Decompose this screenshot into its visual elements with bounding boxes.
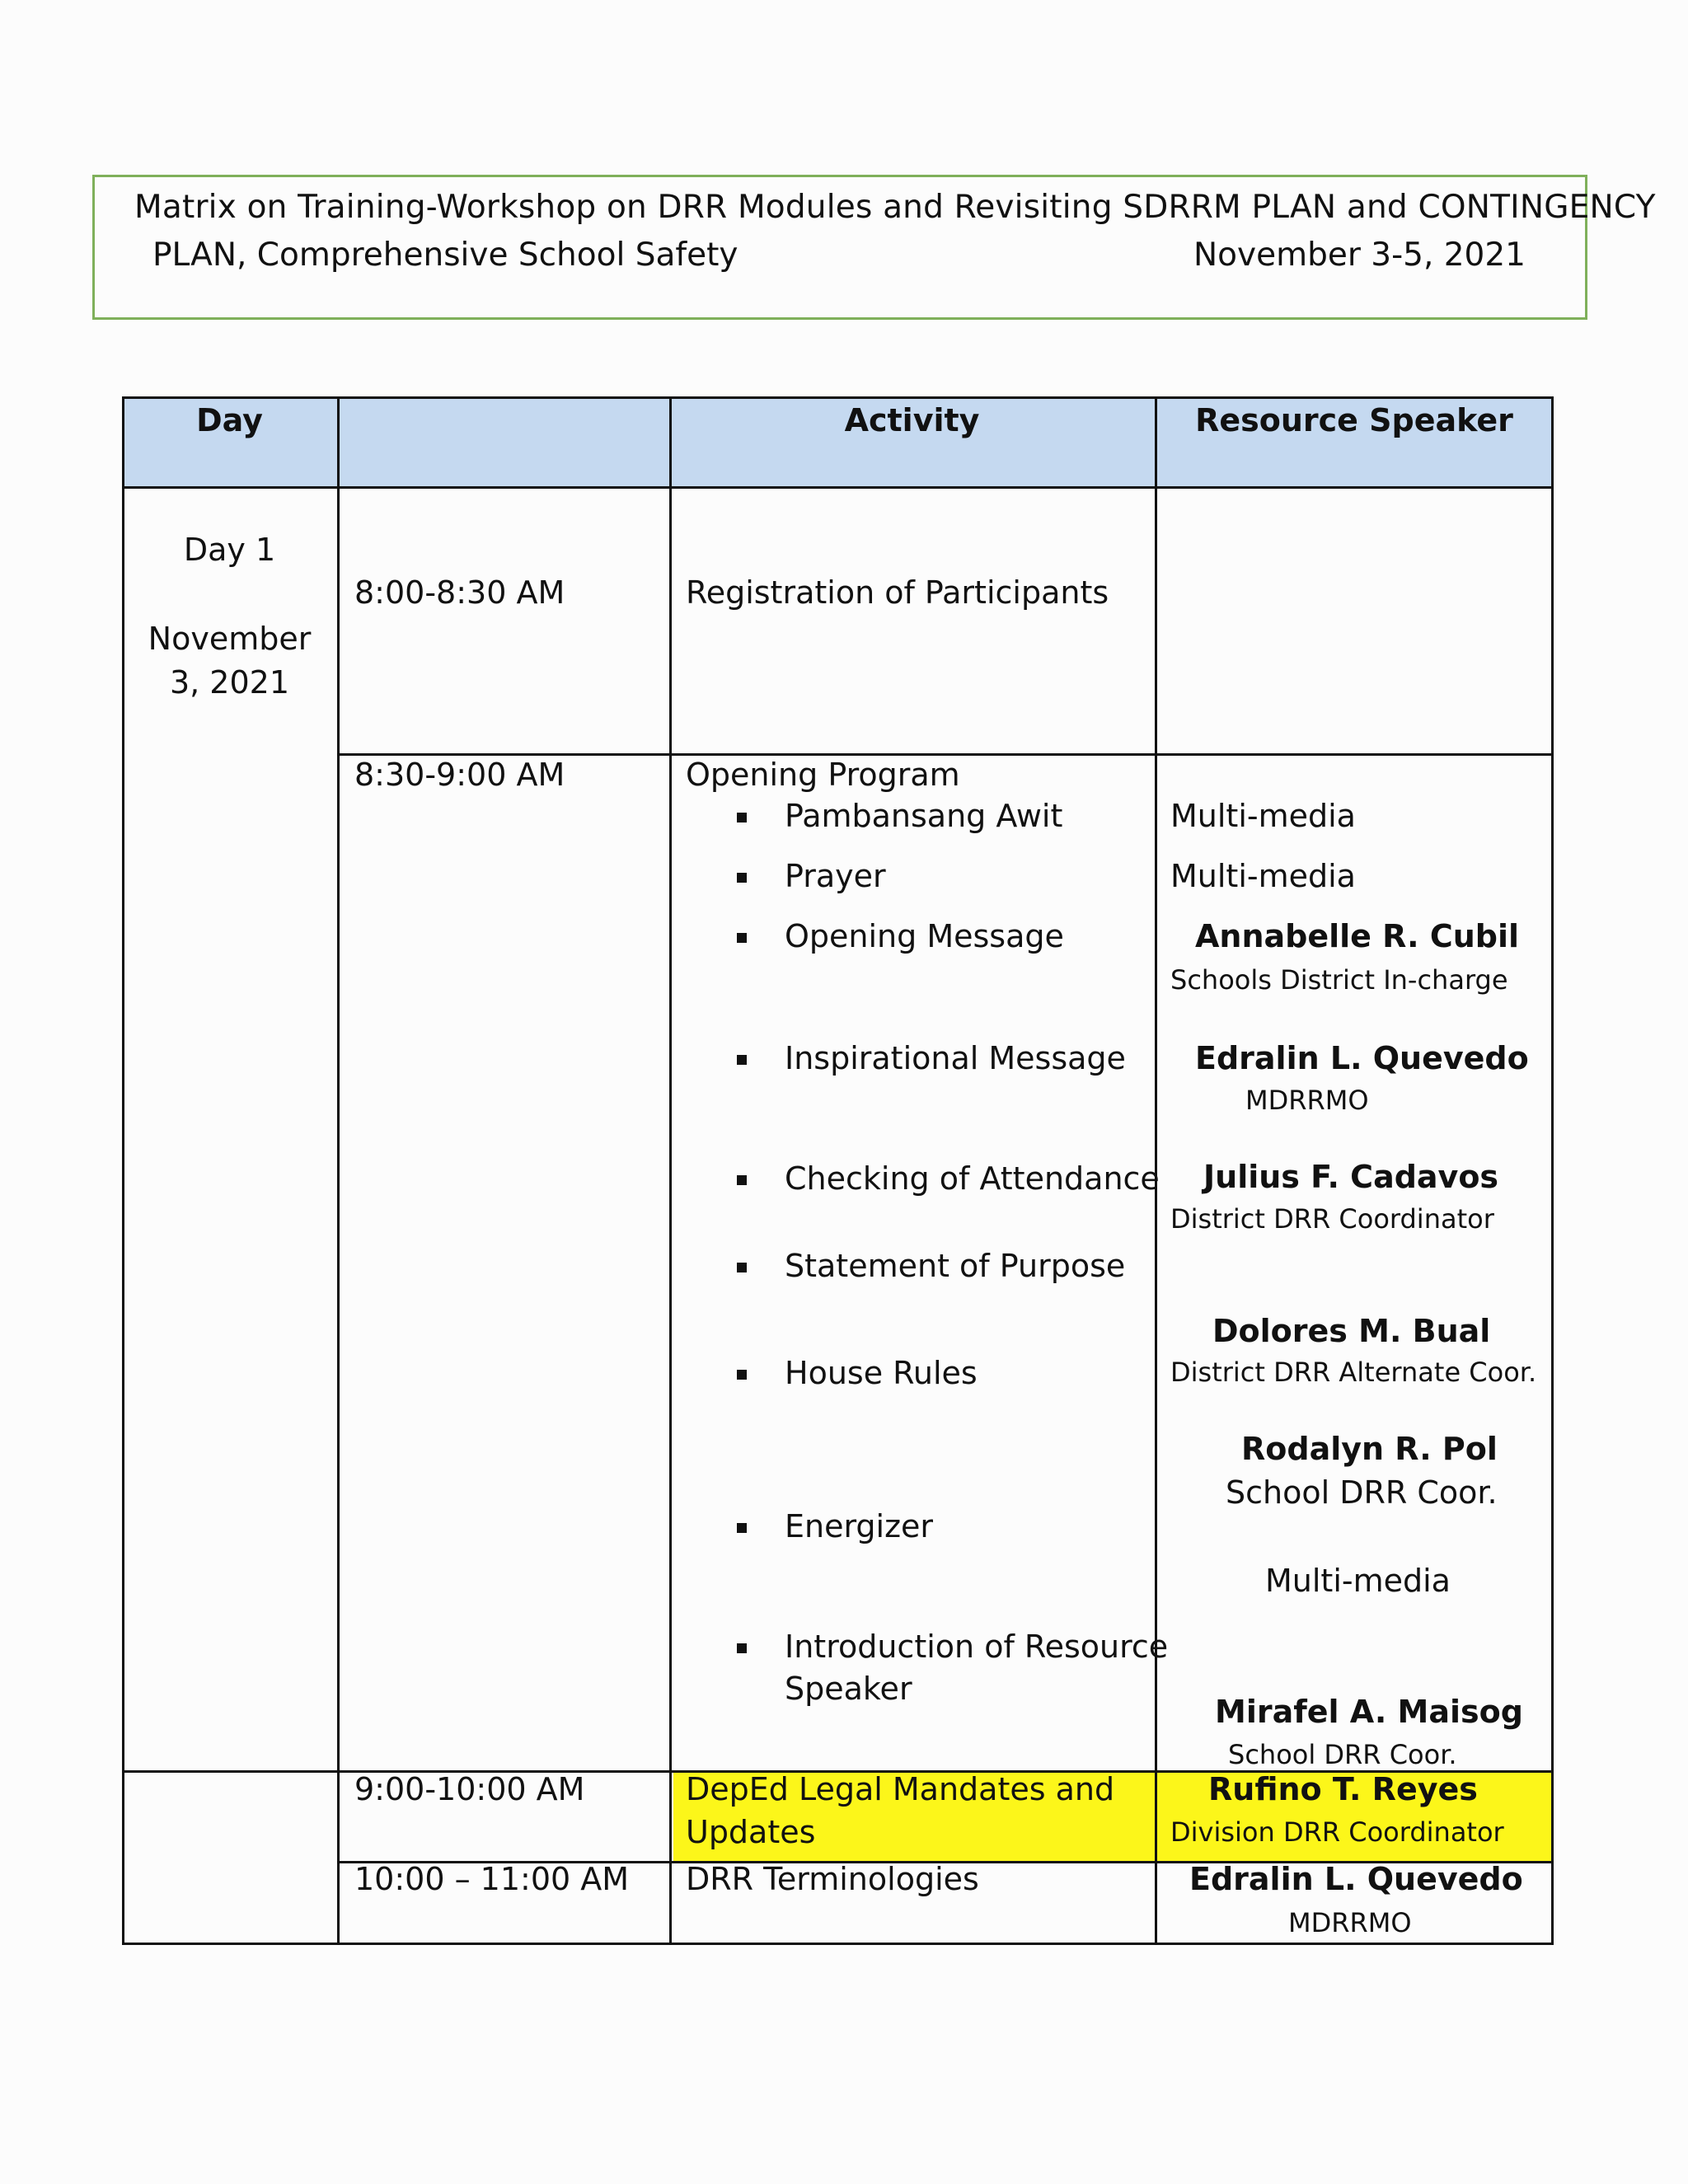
program-item: Speaker <box>785 1671 912 1707</box>
day-label: Day 1 <box>183 532 276 568</box>
header-day: Day <box>196 402 263 438</box>
speaker-name: Dolores M. Bual <box>1212 1313 1491 1349</box>
bullet-icon <box>737 1643 747 1653</box>
activity: Updates <box>686 1814 816 1850</box>
day-date-line-1: November <box>148 621 312 657</box>
program-item: Pambansang Awit <box>785 798 1063 834</box>
bullet-icon <box>737 1263 747 1272</box>
schedule-table <box>122 396 1554 1946</box>
speaker-role: MDRRMO <box>1288 1907 1412 1938</box>
speaker-role: Division DRR Coordinator <box>1170 1816 1504 1848</box>
activity: Opening Program <box>686 757 960 793</box>
speaker-name: Rodalyn R. Pol <box>1241 1431 1498 1467</box>
speaker: Multi-media <box>1265 1563 1451 1599</box>
program-item: House Rules <box>785 1355 978 1391</box>
speaker-role: District DRR Coordinator <box>1170 1203 1494 1235</box>
speaker-role: School DRR Coor. <box>1228 1739 1457 1770</box>
speaker: Multi-media <box>1170 798 1356 834</box>
speaker: Multi-media <box>1170 858 1356 894</box>
time-slot: 8:00-8:30 AM <box>354 574 565 611</box>
program-item: Opening Message <box>785 918 1064 954</box>
day-date-line-2: 3, 2021 <box>169 664 290 701</box>
program-item: Prayer <box>785 858 886 894</box>
time-slot: 8:30-9:00 AM <box>354 757 565 793</box>
header-activity: Activity <box>844 402 980 438</box>
bullet-icon <box>737 1055 747 1065</box>
speaker-role: School DRR Coor. <box>1226 1474 1498 1511</box>
bullet-icon <box>737 1523 747 1533</box>
activity: DepEd Legal Mandates and <box>686 1771 1115 1807</box>
activity: DRR Terminologies <box>686 1861 979 1897</box>
title-date: November 3-5, 2021 <box>1193 237 1526 274</box>
speaker-role: District DRR Alternate Coor. <box>1170 1357 1537 1388</box>
program-item: Statement of Purpose <box>785 1248 1126 1284</box>
speaker-name: Annabelle R. Cubil <box>1195 918 1520 954</box>
activity: Registration of Participants <box>686 574 1109 611</box>
title-line-1: Matrix on Training-Workshop on DRR Modules and Revisiting SDRRM PLAN and CONTINGENCY <box>134 189 1656 226</box>
header-resource-speaker: Resource Speaker <box>1195 402 1513 438</box>
bullet-icon <box>737 933 747 943</box>
speaker-name: Julius F. Cadavos <box>1203 1159 1499 1195</box>
speaker-name: Edralin L. Quevedo <box>1195 1040 1529 1076</box>
title-box <box>92 175 1656 320</box>
program-item: Energizer <box>785 1508 934 1544</box>
speaker-role: Schools District In-charge <box>1170 964 1508 996</box>
program-item: Inspirational Message <box>785 1040 1126 1076</box>
bullet-icon <box>737 873 747 883</box>
column-divider <box>337 396 340 1945</box>
program-item: Checking of Attendance <box>785 1160 1160 1197</box>
column-divider <box>669 396 672 1945</box>
time-slot: 9:00-10:00 AM <box>354 1771 585 1807</box>
table-border-right <box>1551 396 1554 1945</box>
bullet-icon <box>737 1175 747 1185</box>
time-slot: 10:00 – 11:00 AM <box>354 1861 630 1897</box>
bullet-icon <box>737 1370 747 1380</box>
speaker-role: MDRRMO <box>1245 1085 1369 1116</box>
program-item: Introduction of Resource <box>785 1629 1169 1665</box>
title-line-2: PLAN, Comprehensive School Safety <box>152 237 738 274</box>
speaker-name: Rufino T. Reyes <box>1208 1771 1478 1807</box>
speaker-name: Mirafel A. Maisog <box>1215 1694 1523 1730</box>
speaker-name: Edralin L. Quevedo <box>1189 1861 1523 1897</box>
bullet-icon <box>737 813 747 823</box>
